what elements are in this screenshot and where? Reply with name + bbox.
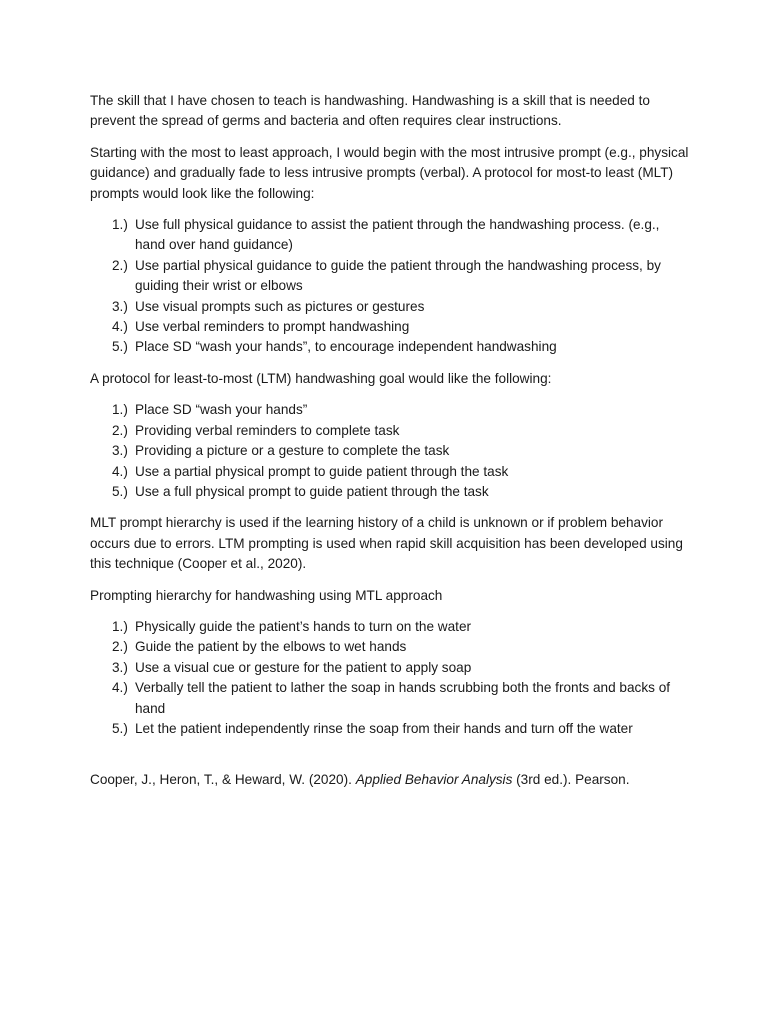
list-item — [90, 658, 690, 678]
list-item-text: Use partial physical guidance to guide the patient through the handwashing process, by guiding their wrist or elbows — [135, 257, 661, 294]
list-number: 5.) — [112, 339, 128, 355]
list-number: 1.) — [112, 217, 128, 233]
list-number: 2.) — [112, 639, 128, 655]
reference-authors: Cooper, J., Heron, T., & Heward, W. (2020). — [90, 772, 356, 788]
list-number: 1.) — [112, 402, 128, 418]
explanation-paragraph: MLT prompt hierarchy is used if the learning history of a child is unknown or if problem behavior occurs due to errors. LTM prompting is used when rapid skill acquisition has been developed using this technique (Cooper et al., 2020). — [90, 515, 683, 572]
reference-title: Applied Behavior Analysis — [355, 772, 513, 788]
list-item — [90, 637, 690, 657]
list-item-text: Let the patient independently rinse the soap from their hands and turn off the water — [135, 720, 633, 736]
list-item — [90, 482, 690, 502]
list-item — [90, 256, 690, 297]
list-item — [90, 719, 690, 739]
list-number: 3.) — [112, 298, 128, 314]
list-item — [90, 462, 690, 482]
list-item-text: Use a visual cue or gesture for the patient to apply soap — [135, 659, 472, 675]
list-number: 5.) — [112, 720, 128, 736]
list-item — [90, 617, 690, 637]
mlt-intro-paragraph: Starting with the most to least approach, I would begin with the most intrusive prompt (e.g., physical guidance) and gradually fade to less intrusive prompts (verbal). A protocol for most-to least (MLT) prompts would look like the following: — [90, 144, 689, 201]
hierarchy-intro-paragraph: Prompting hierarchy for handwashing using MTL approach — [90, 587, 443, 603]
intro-paragraph: The skill that I have chosen to teach is handwashing. Handwashing is a skill that is needed to prevent the spread of germs and bacteria and often requires clear instructions. — [90, 93, 650, 129]
list-number: 4.) — [112, 680, 128, 696]
list-item-text: Use visual prompts such as pictures or gestures — [135, 298, 425, 314]
list-item-text: Providing a picture or a gesture to complete the task — [135, 443, 450, 459]
reference-publisher: (3rd ed.). Pearson. — [512, 772, 630, 788]
list-number: 4.) — [112, 463, 128, 479]
list-item-text: Use a full physical prompt to guide patient through the task — [135, 483, 489, 499]
list-item — [90, 317, 690, 337]
list-number: 5.) — [112, 483, 128, 499]
list-number: 2.) — [112, 422, 128, 438]
list-item-text: Verbally tell the patient to lather the soap in hands scrubbing both the fronts and backs of hand — [135, 680, 671, 716]
list-item — [90, 421, 690, 441]
ltm-intro-paragraph: A protocol for least-to-most (LTM) handwashing goal would like the following: — [90, 370, 552, 386]
list-number: 1.) — [112, 618, 128, 634]
list-item-text: Providing verbal reminders to complete task — [135, 422, 400, 438]
list-item-text: Physically guide the patient’s hands to turn on the water — [135, 618, 472, 634]
list-item-text: Place SD “wash your hands” — [135, 402, 308, 418]
list-item-text: Use a partial physical prompt to guide patient through the task — [135, 463, 509, 479]
list-item-text: Guide the patient by the elbows to wet hands — [135, 639, 407, 655]
list-number: 2.) — [112, 257, 128, 273]
reference-entry — [90, 770, 690, 790]
list-item — [90, 337, 690, 357]
list-number: 4.) — [112, 319, 128, 335]
list-item-text: Place SD “wash your hands”, to encourage independent handwashing — [135, 339, 557, 355]
mlt-protocol-list — [90, 215, 690, 358]
list-item — [90, 678, 690, 719]
list-item — [90, 441, 690, 461]
list-item — [90, 297, 690, 317]
list-item-text: Use verbal reminders to prompt handwashing — [135, 319, 410, 335]
list-number: 3.) — [112, 659, 128, 675]
list-item-text: Use full physical guidance to assist the patient through the handwashing process. (e.g., hand over hand guidance) — [135, 217, 660, 253]
list-item — [90, 215, 690, 256]
list-number: 3.) — [112, 443, 128, 459]
list-item — [90, 400, 690, 420]
document-page — [90, 91, 690, 802]
ltm-protocol-list — [90, 400, 690, 502]
hierarchy-list — [90, 617, 690, 739]
